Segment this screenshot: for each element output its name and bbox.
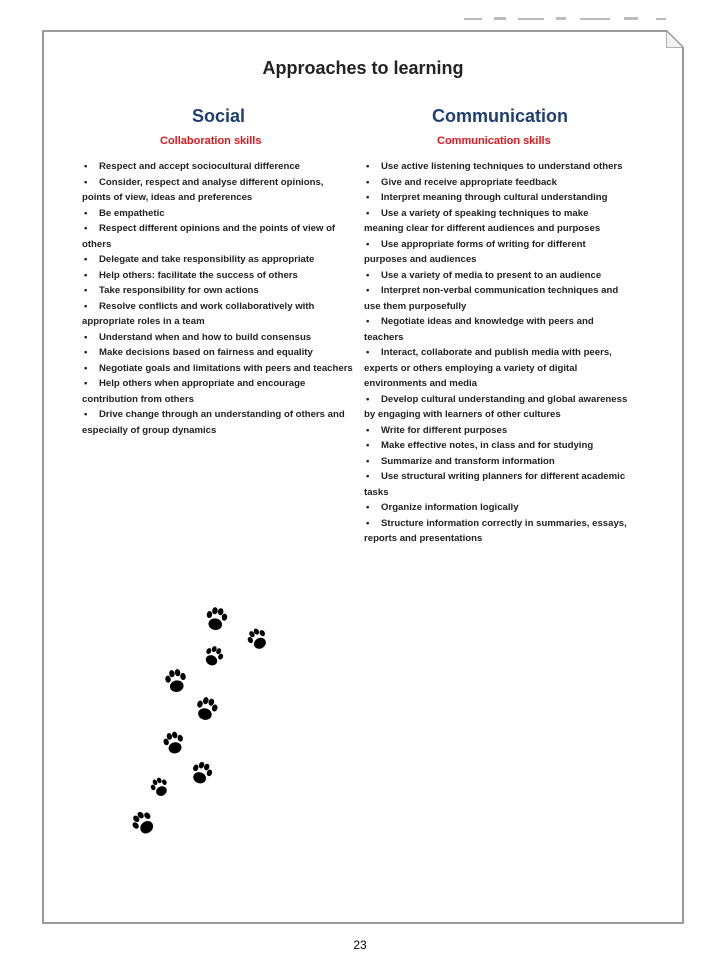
communication-column: [364, 106, 628, 547]
bullet-icon: •: [366, 455, 370, 467]
skill-list-item: [364, 175, 628, 191]
skill-list-item: [364, 516, 628, 547]
bullet-icon: •: [84, 269, 88, 281]
skill-text: Make decisions based on fairness and equality: [99, 347, 313, 358]
bullet-icon: •: [366, 347, 370, 358]
skill-list-item: [364, 454, 628, 470]
skill-list-item: [364, 423, 628, 439]
skill-text: Use appropriate forms of writing for different purposes and audiences: [364, 238, 586, 265]
skill-text: Develop cultural understanding and global awareness by engaging with learners of other cultures: [364, 393, 628, 420]
skill-text: Interact, collaborate and publish media with peers, experts or others employing a variety of digital environments and media: [364, 347, 612, 389]
skill-text: Understand when and how to build consensus: [99, 331, 312, 343]
social-heading: Social: [192, 106, 246, 126]
skill-text: Structure information correctly in summaries, essays, reports and presentations: [364, 517, 627, 544]
bullet-icon: •: [84, 331, 88, 343]
skill-list-item: [364, 438, 628, 454]
page-number: 23: [353, 938, 367, 952]
skill-text: Write for different purposes: [381, 424, 508, 436]
bullet-icon: •: [84, 378, 88, 389]
skill-text: Use active listening techniques to understand others: [381, 161, 623, 172]
communication-skills-heading: Communication skills: [437, 135, 551, 147]
paw-prints-icon: [86, 592, 266, 842]
bullet-icon: •: [84, 409, 88, 420]
skill-text: Organize information logically: [381, 502, 519, 513]
skill-text: Use structural writing planners for different academic tasks: [364, 471, 626, 498]
skill-text: Consider, respect and analyse different opinions, points of view, ideas and preferences: [82, 176, 324, 203]
skill-list-item: [364, 159, 628, 175]
bullet-icon: •: [366, 192, 370, 203]
bullet-icon: •: [366, 471, 370, 482]
collaboration-skills-list: [82, 159, 354, 438]
collaboration-skills-heading: Collaboration skills: [160, 135, 262, 147]
skill-list-item: [82, 361, 354, 377]
skill-list-item: [364, 283, 628, 314]
skill-text: Help others when appropriate and encourage contribution from others: [82, 378, 306, 405]
bullet-icon: •: [366, 269, 370, 281]
bullet-icon: •: [84, 300, 88, 312]
bullet-icon: •: [84, 362, 88, 374]
folded-corner-icon: [666, 30, 684, 48]
skill-list-item: [82, 159, 354, 175]
skill-list-item: [82, 330, 354, 346]
bullet-icon: •: [366, 285, 370, 296]
page-title: Approaches to learning: [262, 58, 464, 78]
skill-list-item: [82, 221, 354, 252]
communication-heading: Communication: [432, 106, 569, 126]
skill-list-item: [82, 345, 354, 361]
skill-list-item: [364, 314, 628, 345]
skill-text: Respect different opinions and the points of view of others: [82, 223, 336, 250]
skill-text: Respect and accept sociocultural difference: [99, 161, 301, 172]
bullet-icon: •: [366, 440, 370, 451]
skill-list-item: [82, 206, 354, 222]
skill-list-item: [82, 268, 354, 284]
bullet-icon: •: [84, 207, 88, 219]
skill-text: Resolve conflicts and work collaboratively with appropriate roles in a team: [82, 300, 315, 327]
bullet-icon: •: [366, 161, 370, 172]
skill-text: Be empathetic: [99, 207, 165, 219]
skill-text: Use a variety of speaking techniques to make meaning clear for different audiences and purposes: [364, 207, 601, 234]
bullet-icon: •: [366, 238, 370, 250]
skill-list-item: [82, 376, 354, 407]
skill-list-item: [82, 283, 354, 299]
social-column: [82, 106, 354, 438]
skill-list-item: [364, 500, 628, 516]
skill-text: Use a variety of media to present to an audience: [381, 269, 602, 281]
bullet-icon: •: [84, 161, 88, 172]
bullet-icon: •: [84, 347, 88, 358]
bullet-icon: •: [366, 517, 370, 529]
bullet-icon: •: [366, 207, 370, 219]
skill-text: Drive change through an understanding of others and especially of group dynamics: [82, 409, 345, 436]
paw-print-group: [128, 597, 266, 838]
skill-list-item: [364, 237, 628, 268]
skill-list-item: [364, 206, 628, 237]
bullet-icon: •: [366, 502, 370, 513]
skill-text: Give and receive appropriate feedback: [381, 176, 557, 188]
skill-text: Delegate and take responsibility as appropriate: [99, 254, 315, 265]
bullet-icon: •: [366, 316, 370, 327]
skill-text: Take responsibility for own actions: [99, 285, 259, 296]
bullet-icon: •: [366, 176, 370, 188]
skill-list-item: [364, 345, 628, 392]
skill-text: Negotiate goals and limitations with peers and teachers: [99, 362, 353, 374]
top-edge-scribble: [460, 14, 680, 24]
skill-text: Summarize and transform information: [381, 455, 555, 467]
communication-skills-list: [364, 159, 628, 547]
skill-text: Make effective notes, in class and for studying: [381, 440, 594, 451]
skill-list-item: [364, 190, 628, 206]
bullet-icon: •: [366, 424, 370, 436]
skill-list-item: [82, 252, 354, 268]
skill-list-item: [364, 392, 628, 423]
bullet-icon: •: [84, 223, 88, 234]
skill-text: Interpret meaning through cultural understanding: [381, 192, 608, 203]
skill-list-item: [82, 299, 354, 330]
skill-list-item: [364, 268, 628, 284]
skill-text: Interpret non-verbal communication techniques and use them purposefully: [364, 285, 619, 312]
document-page: [42, 30, 684, 924]
skill-text: Help others: facilitate the success of others: [99, 269, 298, 281]
bullet-icon: •: [366, 393, 370, 405]
skill-text: Negotiate ideas and knowledge with peers and teachers: [364, 316, 594, 343]
bullet-icon: •: [84, 285, 88, 296]
skill-list-item: [82, 407, 354, 438]
skill-list-item: [82, 175, 354, 206]
skill-list-item: [364, 469, 628, 500]
bullet-icon: •: [84, 254, 88, 265]
bullet-icon: •: [84, 176, 88, 188]
